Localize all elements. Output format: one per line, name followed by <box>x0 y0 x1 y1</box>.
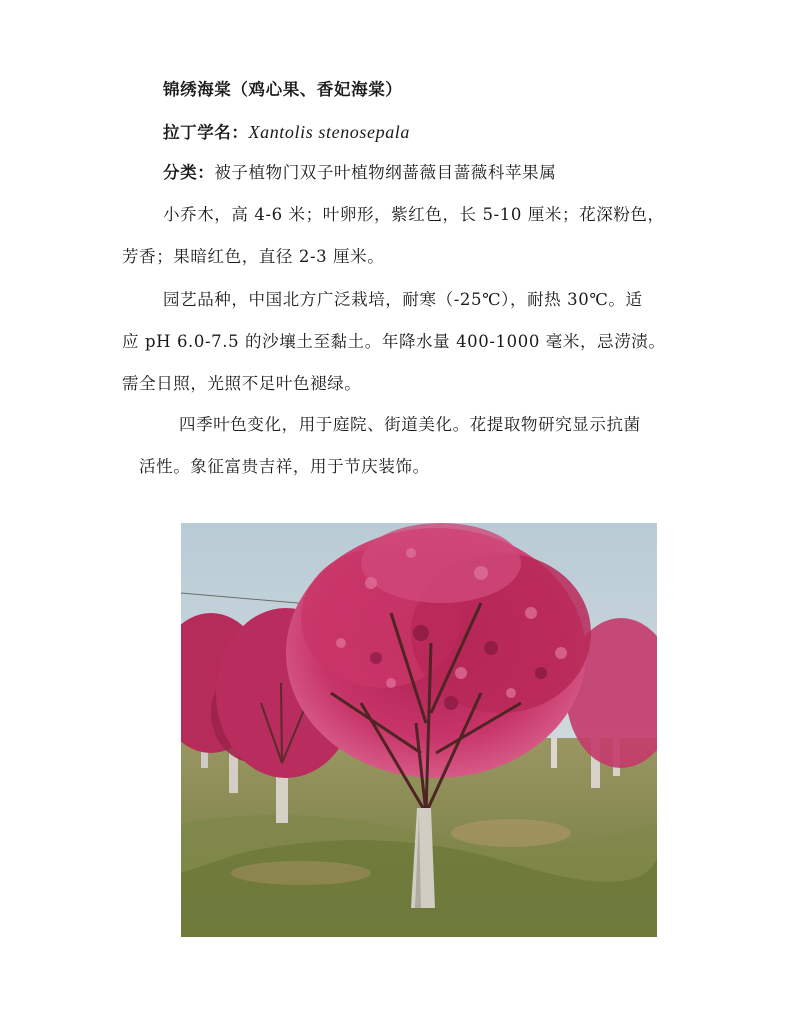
paragraph-1-line-1: 小乔木，高 4-6 米；叶卵形，紫红色，长 5-10 厘米；花深粉色， <box>163 205 665 224</box>
paragraph-3-line-2: 活性。象征富贵吉祥，用于节庆装饰。 <box>139 457 430 476</box>
classification-value: 被子植物门双子叶植物纲蔷薇目蔷薇科苹果属 <box>214 163 557 182</box>
paragraph-1-line-2: 芳香；果暗红色，直径 2-3 厘米。 <box>122 247 385 266</box>
latin-name-value: Xantolis stenosepala <box>248 122 410 142</box>
paragraph-2-line-1: 园艺品种，中国北方广泛栽培，耐寒（-25℃），耐热 30℃。适 <box>163 290 643 309</box>
paragraph-3-line-1: 四季叶色变化，用于庭院、街道美化。花提取物研究显示抗菌 <box>179 415 641 434</box>
paragraph-2-line-2: 应 pH 6.0-7.5 的沙壤土至黏土。年降水量 400-1000 毫米，忌涝渍。 <box>122 332 666 351</box>
page-title: 锦绣海棠（鸡心果、香妃海棠） <box>163 80 403 99</box>
tree-illustration <box>181 523 657 937</box>
crabapple-trees-photo <box>181 523 657 937</box>
latin-name-row <box>163 121 410 144</box>
classification-label: 分类： <box>163 163 215 182</box>
latin-name-label: 拉丁学名： <box>163 123 249 142</box>
paragraph-2-line-3: 需全日照，光照不足叶色褪绿。 <box>122 374 362 393</box>
classification-row <box>163 162 556 184</box>
